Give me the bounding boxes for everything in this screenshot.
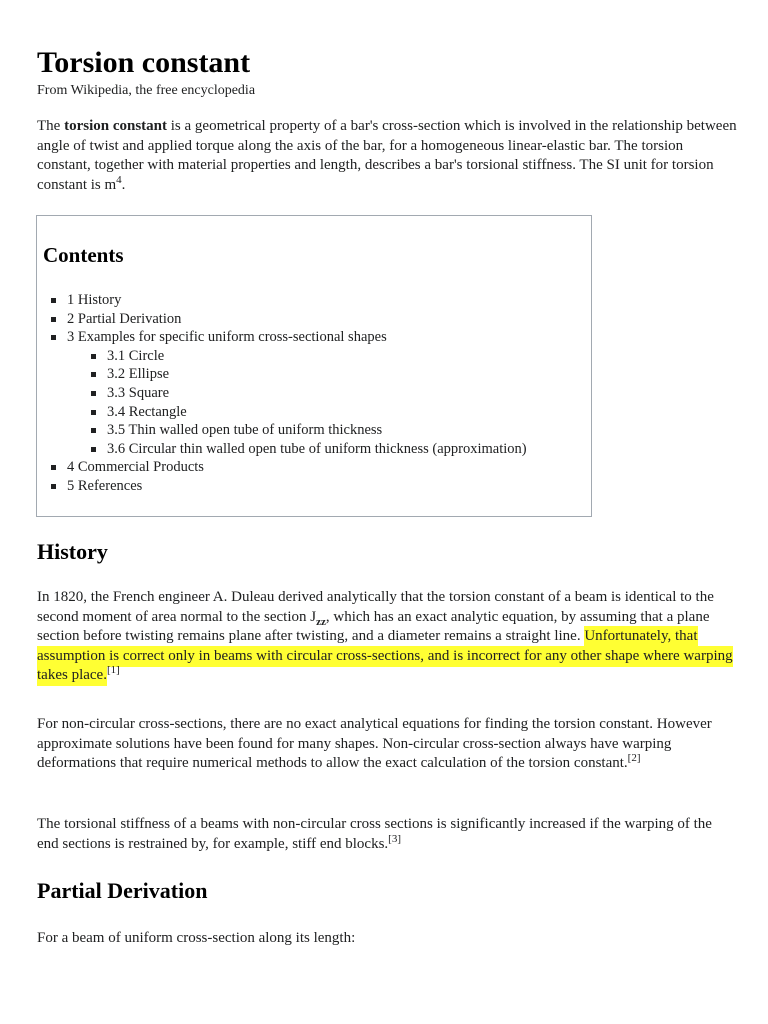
history-paragraph-3 — [37, 815, 737, 854]
toc-subitem-circular-thin-walled-tube[interactable]: 3.6 Circular thin walled open tube of uniform thickness (approximation) — [107, 440, 527, 457]
toc-item-references[interactable]: 5 References — [67, 477, 527, 496]
intro-end: . — [121, 176, 126, 193]
toc-subitem-square[interactable]: 3.3 Square — [107, 384, 527, 403]
citation-2[interactable]: [2] — [627, 752, 641, 764]
citation-1[interactable]: [1] — [106, 664, 120, 676]
intro-exponent: 4 — [116, 173, 122, 186]
page-title: Torsion constant — [37, 46, 251, 79]
history-heading: History — [37, 539, 108, 564]
toc-item-history[interactable]: 1 History — [67, 291, 527, 310]
intro-lead: The — [37, 118, 65, 134]
citation-3[interactable]: [3] — [388, 832, 401, 845]
history-p3-text: The torsional stiffness of a beams with non-circular cross sections is significantly increased if the warping of the end sections is restrained by, for example, stiff end blocks. — [37, 816, 712, 852]
intro-term: torsion constant — [64, 118, 167, 134]
toc-item-examples-label[interactable]: 3 Examples for specific uniform cross-sectional shapes — [67, 329, 387, 346]
partial-derivation-paragraph: For a beam of uniform cross-section along its length: — [37, 930, 356, 946]
history-p1-subscript: zz — [316, 615, 326, 628]
toc-title: Contents — [43, 243, 124, 267]
toc-item-commercial-products[interactable]: 4 Commercial Products — [67, 458, 527, 477]
history-paragraph-1 — [37, 588, 737, 686]
intro-rest: is a geometrical property of a bar's cross-section which is involved in the relationship between angle of twist and applied torque along the axis of the bar, for a homogeneous linear-elastic bar. The torsion constant, together with material properties and length, describes a bar's torsional stiffness. The SI unit for torsion constant is m — [37, 118, 737, 193]
site-tagline: From Wikipedia, the free encyclopedia — [37, 83, 256, 98]
history-p1-text-a: In 1820, the French engineer A. Duleau derived analytically that the torsion constant of a beam is identical to the second moment of area normal to the section J — [37, 589, 714, 625]
intro-paragraph — [37, 117, 737, 195]
history-p2-text: For non-circular cross-sections, there are no exact analytical equations for finding the torsion constant. However approximate solutions have been found for many shapes. Non-circular cross-section always have warping deformations that require numerical methods to allow the exact calculation of the torsion constant. — [37, 716, 712, 771]
toc-list — [67, 291, 527, 496]
highlighted-text: Unfortunately, that assumption is correct only in beams with circular cross-sections, and is incorrect for any other shape where warping takes place. — [37, 626, 733, 686]
toc-subitem-circle[interactable]: 3.1 Circle — [107, 347, 527, 366]
toc-item-examples[interactable] — [67, 328, 527, 458]
partial-derivation-heading: Partial Derivation — [37, 878, 208, 903]
toc-subitem-thin-walled-tube[interactable]: 3.5 Thin walled open tube of uniform thickness — [107, 421, 527, 440]
toc-subitem-rectangle[interactable]: 3.4 Rectangle — [107, 403, 527, 422]
history-p1-text-b: , which has an exact analytic equation, by assuming that a plane section before twisting remains plane after twisting, and a diameter remains a straight line. — [37, 608, 710, 644]
toc-subitem-ellipse[interactable]: 3.2 Ellipse — [107, 365, 527, 384]
toc-item-partial-derivation[interactable]: 2 Partial Derivation — [67, 310, 527, 329]
history-paragraph-2 — [37, 715, 737, 774]
